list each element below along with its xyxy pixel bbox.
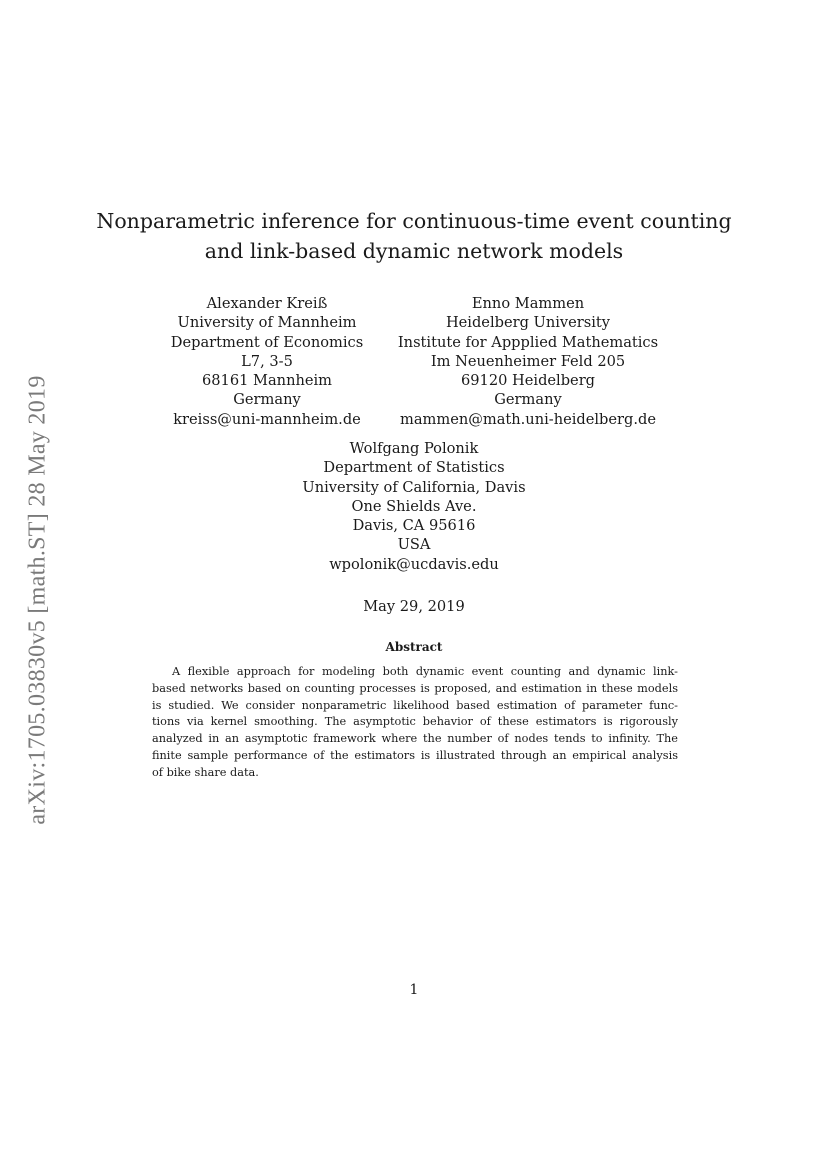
author-country: Germany (233, 391, 301, 409)
author-department: Department of Statistics (323, 459, 505, 477)
author-country: Germany (494, 391, 562, 409)
author-name: Enno Mammen (471, 295, 585, 312)
author-affiliation: University of California, Davis (302, 478, 526, 496)
page-number: 1 (409, 982, 419, 998)
abstract-text (152, 664, 678, 782)
author-email: wpolonik@ucdavis.edu (329, 555, 499, 573)
abstract-line: of bike share data. (152, 765, 259, 779)
abstract-line: based networks based on counting processes is proposed, and estimation in these models (152, 681, 678, 695)
author-name: Wolfgang Polonik (349, 440, 479, 457)
arxiv-identifier: arXiv:1705.03830v5 [math.ST] 28 May 2019 (24, 375, 51, 825)
abstract-line: tions via kernel smoothing. The asymptotic behavior of these estimators is rigorously (152, 715, 678, 729)
abstract-line: finite sample performance of the estimators is illustrated through an empirical analysis (152, 748, 678, 762)
author-email: kreiss@uni-mannheim.de (173, 410, 361, 428)
author-department: Institute for Appplied Mathematics (397, 333, 659, 351)
author-city: 69120 Heidelberg (460, 372, 596, 390)
paper-title (0, 206, 828, 266)
author-name: Alexander Kreiß (206, 295, 328, 312)
author-city: Davis, CA 95616 (352, 517, 476, 535)
author-email: mammen@math.uni-heidelberg.de (400, 410, 656, 428)
title-line: and link-based dynamic network models (204, 239, 624, 263)
author-country: USA (397, 536, 431, 554)
author-block-mammen (397, 294, 659, 429)
author-city: 68161 Mannheim (201, 372, 333, 390)
author-address: L7, 3-5 (241, 352, 293, 370)
abstract-line: is studied. We consider nonparametric likelihood based estimation of parameter func- (152, 698, 678, 712)
abstract-line: analyzed in an asymptotic framework where the number of nodes tends to infinity. The (152, 732, 678, 746)
author-department: Department of Economics (170, 333, 364, 351)
abstract-line: A flexible approach for modeling both dynamic event counting and dynamic link- (172, 665, 678, 678)
author-address: One Shields Ave. (351, 497, 477, 515)
author-affiliation: University of Mannheim (177, 314, 357, 332)
author-affiliation: Heidelberg University (445, 314, 611, 332)
author-block-kreiss (167, 294, 367, 429)
author-address: Im Neuenheimer Feld 205 (430, 352, 626, 370)
publication-date: May 29, 2019 (363, 598, 465, 615)
title-line: Nonparametric inference for continuous-time event counting (96, 209, 732, 233)
abstract-heading: Abstract (385, 640, 443, 654)
author-block-polonik (264, 439, 564, 574)
